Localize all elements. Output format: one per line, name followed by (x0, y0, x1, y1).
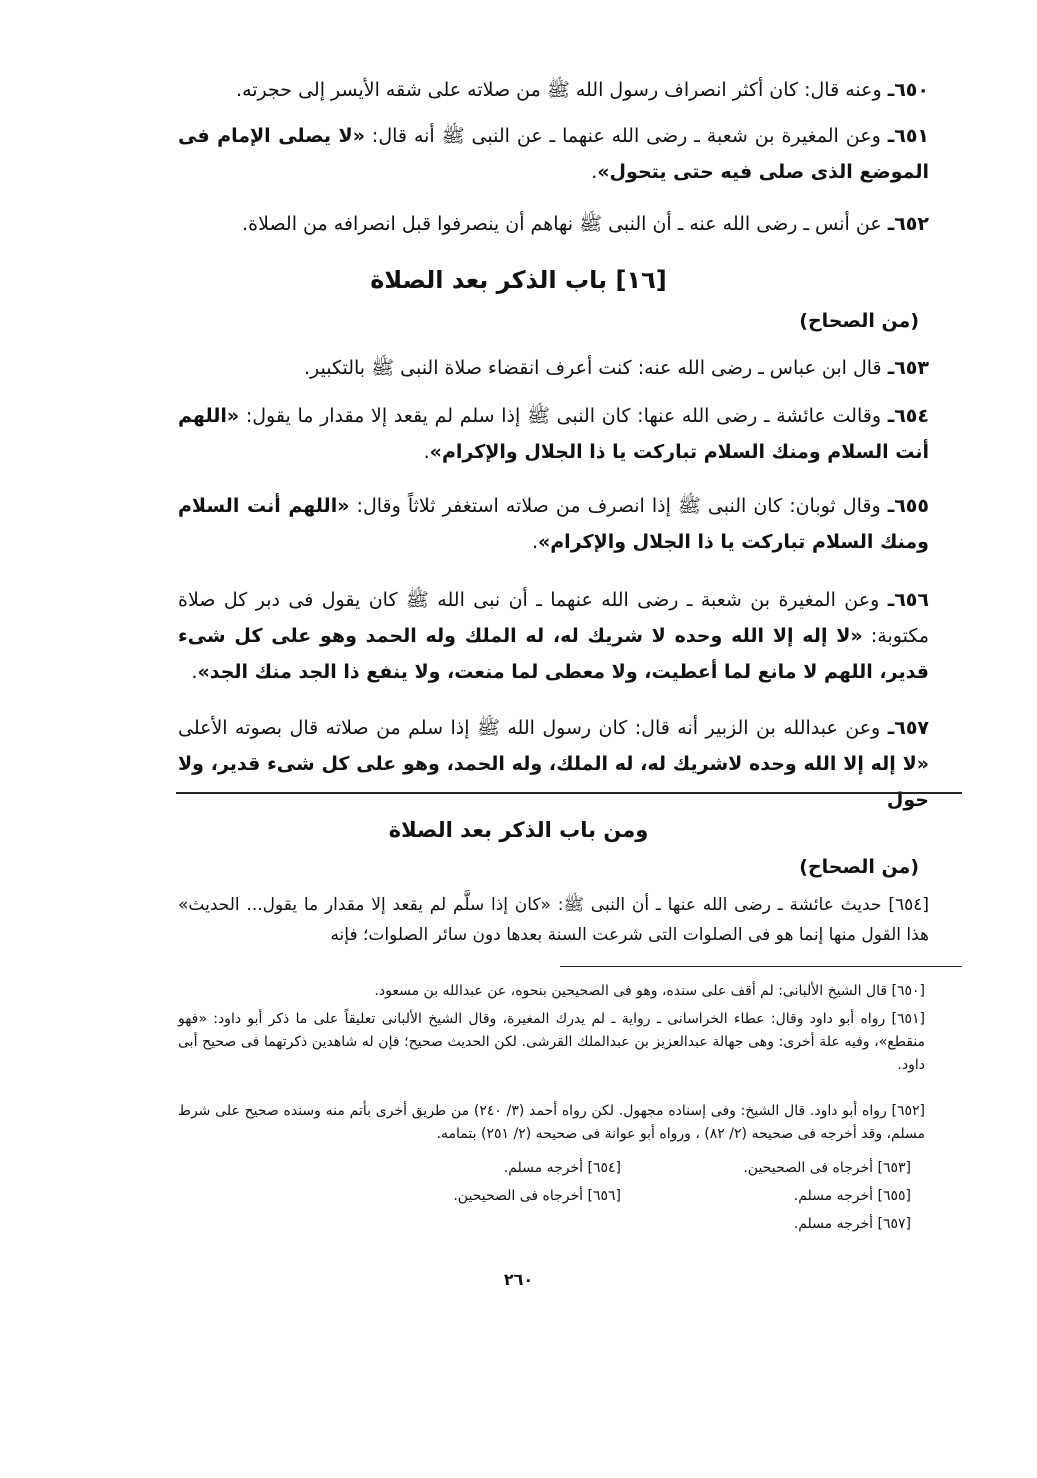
hadith-650 (178, 72, 929, 108)
hadith-number: ٦٥١ـ (887, 125, 930, 147)
section-label: (من الصحاح) (799, 310, 919, 332)
hadith-text: وقال ثوبان: كان النبى ﷺ إذا انصرف من صلاته استغفر ثلاثاً وقال: (349, 495, 881, 517)
commentary-text: [٦٥٤] حديث عائشة ـ رضى الله عنها ـ أن النبى ﷺ: «كان إذا سلَّم لم يقعد إلا مقدار ما يقول... الحديث» هذا القول منها إنما هو فى الصلوات التى شرعت السنة بعدها دون سائر الصلوات؛ فإنه (178, 895, 929, 945)
hadith-number: ٦٥٥ـ (887, 495, 929, 517)
hadith-655 (178, 488, 929, 560)
footnote-divider (560, 966, 962, 967)
hadith-651 (178, 118, 929, 190)
footnote-651: [٦٥١] رواه أبو داود وقال: عطاء الخراسانى ـ رواية ـ لم يدرك المغيرة، وقال الشيخ الألبانى تعليقاً على ما ذكر أبو داود: «فهو منقطع»، وفيه علة أخرى: وهى جهالة عبدالعزيز بن عبدالملك القرشى. لكن الحديث صحيح؛ فإن له شاهدين ذكرتهما فى صحيح أبى داود. (178, 1011, 925, 1073)
hadith-text: وقالت عائشة ـ رضى الله عنها: كان النبى ﷺ إذا سلم لم يقعد إلا مقدار ما يقول: (239, 405, 881, 427)
hadith-text: وعن المغيرة بن شعبة ـ رضى الله عنهما ـ عن النبى ﷺ أنه قال: (364, 125, 881, 147)
hadith-text: وعن عبدالله بن الزبير أنه قال: كان رسول الله ﷺ إذا سلم من صلاته قال بصوته الأعلى (178, 717, 881, 739)
chapter-title: [١٦] باب الذكر بعد الصلاة (370, 266, 667, 294)
hadith-number: ٦٥٦ـ (887, 589, 929, 611)
footnote-656: [٦٥٦] أخرجاه فى الصحيحين. (453, 1188, 621, 1204)
hadith-654 (178, 398, 929, 470)
hadith-quote: «لا إله إلا الله وحده لا شريك له، له الملك وله الحمد وهو على كل شىء قدير، اللهم لا مانع لما أعطيت، ولا معطى لما منعت، ولا ينفع ذا الجد منك الجد» (178, 625, 929, 683)
hadith-quote: «لا إله إلا الله وحده لاشريك له، له الملك، وله الحمد، وهو على كل شىء قدير، ولا حول (178, 753, 929, 811)
hadith-656 (178, 582, 929, 690)
section-divider (176, 792, 962, 794)
footnote-655: [٦٥٥] أخرجه مسلم. (793, 1188, 911, 1204)
hadith-number: ٦٥٢ـ (887, 213, 929, 235)
hadith-end: . (423, 441, 430, 463)
hadith-657 (178, 710, 929, 818)
hadith-number: ٦٥٣ـ (887, 357, 929, 379)
hadith-end: . (591, 161, 598, 183)
hadith-text: وعنه قال: كان أكثر انصراف رسول الله ﷺ من صلاته على شقه الأيسر إلى حجرته. (236, 79, 882, 101)
hadith-quote: «اللهم أنت السلام ومنك السلام تباركت يا ذا الجلال والإكرام» (178, 495, 929, 553)
commentary-section-label: (من الصحاح) (799, 856, 919, 878)
footnote-654: [٦٥٤] أخرجه مسلم. (503, 1160, 621, 1176)
hadith-653 (178, 350, 929, 386)
footnote-657: [٦٥٧] أخرجه مسلم. (793, 1216, 911, 1232)
commentary-title: ومن باب الذكر بعد الصلاة (388, 818, 649, 842)
footnote-653: [٦٥٣] أخرجاه فى الصحيحين. (743, 1160, 911, 1176)
footnote-650: [٦٥٠] قال الشيخ الألبانى: لم أقف على سنده، وهو فى الصحيحين بنحوه، عن عبدالله بن مسعود. (374, 983, 925, 999)
footnote-652: [٦٥٢] رواه أبو داود. قال الشيخ: وفى إسناده مجهول. لكن رواه أحمد (٣/ ٢٤٠) من طريق أخرى بأتم منه وسنده صحيح على شرط مسلم، وقد أخرجه فى صحيحه (٢/ ٨٢) ، ورواه أبو عوانة فى صحيحه (٢/ ٢٥١) بتمامه. (178, 1103, 925, 1142)
hadith-number: ٦٥٠ـ (887, 79, 929, 101)
hadith-number: ٦٥٤ـ (887, 405, 929, 427)
hadith-end: . (191, 661, 198, 683)
hadith-text: عن أنس ـ رضى الله عنه ـ أن النبى ﷺ نهاهم أن ينصرفوا قبل انصرافه من الصلاة. (242, 213, 882, 235)
hadith-end: . (531, 531, 538, 553)
page-number: ٢٦٠ (503, 1270, 534, 1289)
hadith-quote: «اللهم أنت السلام ومنك السلام تباركت يا ذا الجلال والإكرام» (178, 405, 929, 463)
hadith-quote: «لا يصلى الإمام فى الموضع الذى صلى فيه حتى يتحول» (178, 125, 929, 183)
hadith-652 (178, 206, 929, 242)
hadith-text: قال ابن عباس ـ رضى الله عنه: كنت أعرف انقضاء صلاة النبى ﷺ بالتكبير. (304, 357, 882, 379)
hadith-text: وعن المغيرة بن شعبة ـ رضى الله عنهما ـ أن نبى الله ﷺ كان يقول فى دبر كل صلاة مكتوبة: (178, 589, 930, 647)
hadith-number: ٦٥٧ـ (887, 717, 930, 739)
